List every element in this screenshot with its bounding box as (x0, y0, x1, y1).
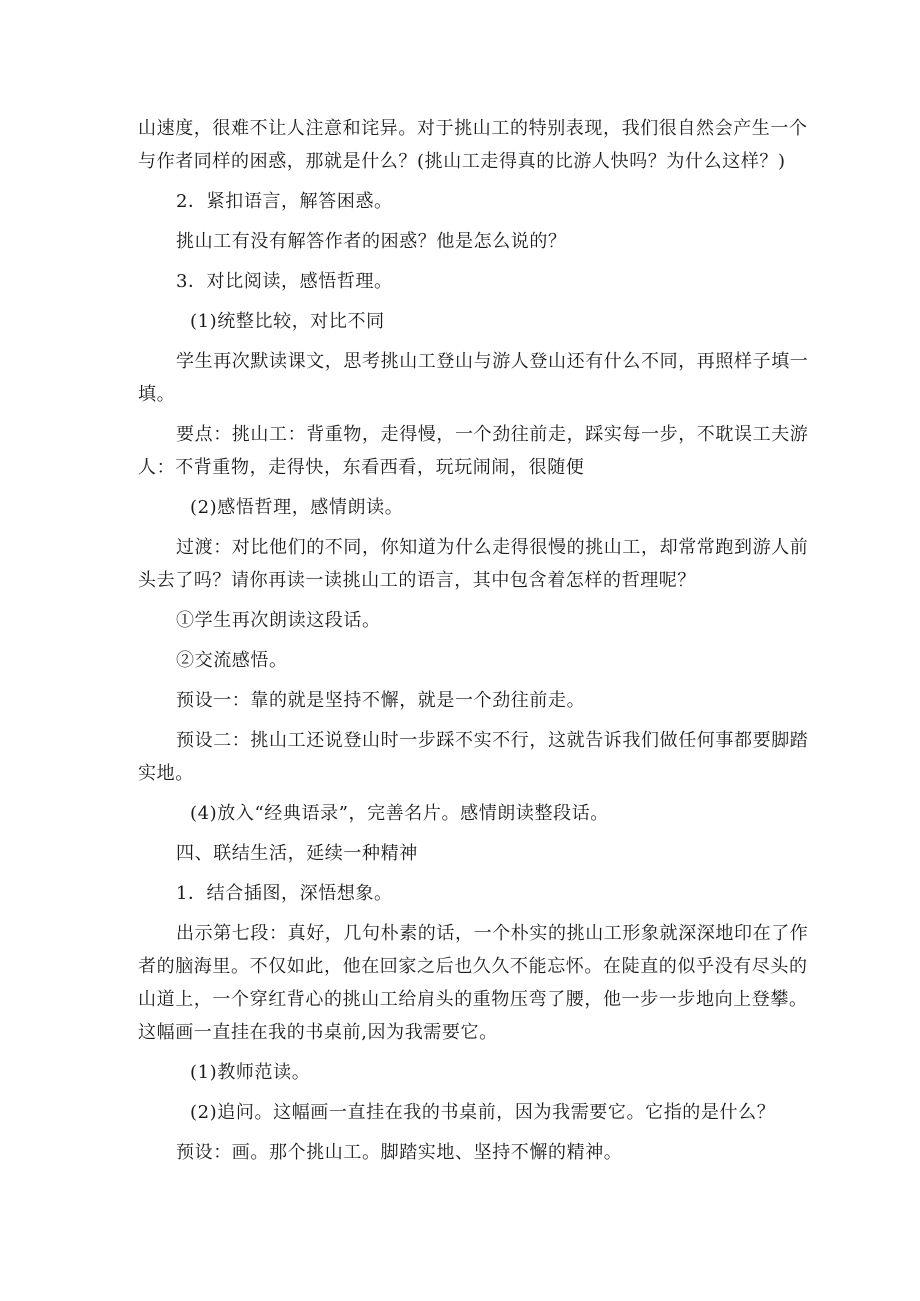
paragraph-p18: (1)教师范读。 (190, 1062, 311, 1083)
paragraph-p06: 学生再次默读课文，思考挑山工登山与游人登山还有什么不同，再照样子填一填。 (138, 351, 809, 405)
paragraph-p02: 2．紧扣语言，解答困惑。 (176, 191, 393, 212)
paragraph-p10: ①学生再次朗读这段话。 (176, 610, 381, 631)
paragraph-p13: 预设二：挑山工还说登山时一步踩不实不行，这就告诉我们做任何事都要脚踏实地。 (138, 730, 809, 784)
paragraph-p05: (1)统整比较，对比不同 (190, 311, 385, 332)
paragraph-p16: 1．结合插图，深悟想象。 (176, 883, 393, 904)
paragraph-p03: 挑山工有没有解答作者的困惑？他是怎么说的？ (176, 231, 567, 252)
paragraph-p14: (4)放入“经典语录”，完善名片。感情朗读整段话。 (190, 803, 609, 824)
document-body (138, 112, 810, 1169)
paragraph-p04: 3．对比阅读，感悟哲理。 (176, 271, 393, 292)
paragraph-p01: 山速度，很难不让人注意和诧异。对于挑山工的特别表现，我们很自然会产生一个与作者同样的困惑，那就是什么？(挑山工走得真的比游人快吗？为什么这样？) (138, 118, 808, 172)
paragraph-p17: 出示第七段：真好，几句朴素的话，一个朴实的挑山工形象就深深地印在了作者的脑海里。不仅如此，他在回家之后也久久不能忘怀。在陡直的似乎没有尽头的山道上，一个穿红背心的挑山工给肩头的重物压弯了腰，他一步一步地向上登攀。这幅画一直挂在我的书桌前,因为我需要它。 (138, 923, 809, 1043)
paragraph-p11: ②交流感悟。 (176, 650, 288, 671)
paragraph-p09: 过渡：对比他们的不同，你知道为什么走得很慢的挑山工，却常常跑到游人前头去了吗？请你再读一读挑山工的语言，其中包含着怎样的哲理呢？ (138, 537, 809, 591)
paragraph-p15: 四、联结生活，延续一种精神 (176, 843, 418, 864)
paragraph-p08: (2)感悟哲理，感情朗读。 (190, 497, 404, 518)
paragraph-p12: 预设一：靠的就是坚持不懈，就是一个劲往前走。 (176, 690, 586, 711)
paragraph-p20: 预设：画。那个挑山工。脚踏实地、坚持不懈的精神。 (176, 1142, 623, 1163)
paragraph-p07: 要点：挑山工：背重物，走得慢，一个劲往前走，踩实每一步，不耽误工夫游人：不背重物，走得快，东看西看，玩玩闹闹，很随便 (138, 424, 809, 478)
paragraph-p19: (2)追问。这幅画一直挂在我的书桌前，因为我需要它。它指的是什么？ (190, 1102, 776, 1123)
